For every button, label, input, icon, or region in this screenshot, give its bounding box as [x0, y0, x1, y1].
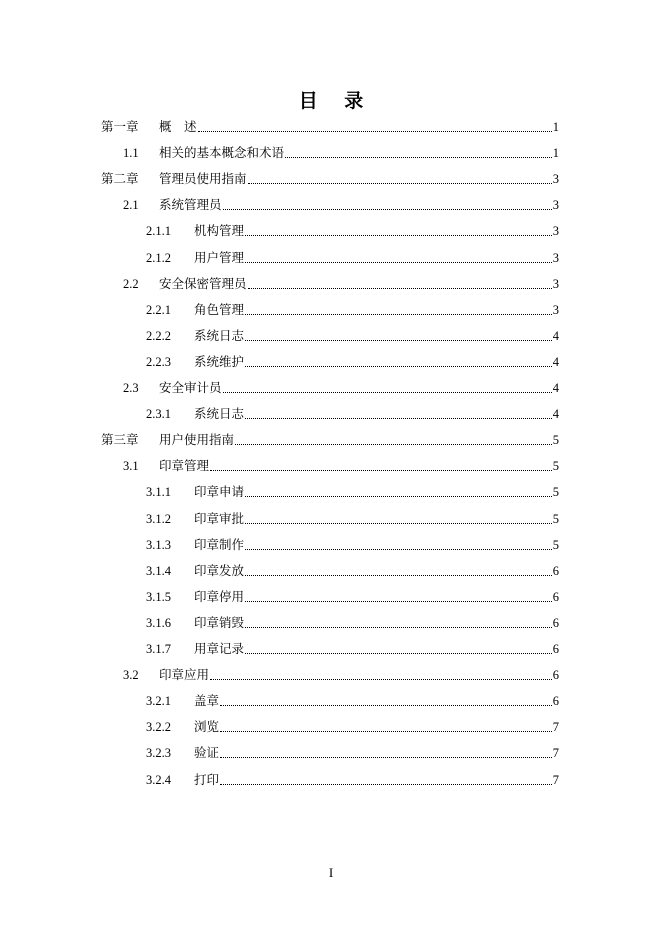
toc-entry-number: 3.1.4	[146, 563, 171, 578]
toc-entry-number: 第二章	[101, 171, 139, 187]
dot-leader	[245, 495, 552, 497]
dot-leader	[248, 182, 552, 184]
toc-entry-page: 7	[552, 720, 559, 735]
toc-entry[interactable]	[101, 169, 559, 189]
toc-entry-number: 3.2.3	[146, 746, 171, 761]
toc-entry[interactable]	[146, 326, 559, 346]
toc-entry-page: 3	[552, 276, 559, 291]
toc-entry-page: 6	[552, 642, 559, 656]
toc-entry-number: 2.3.1	[146, 407, 171, 422]
dot-leader	[245, 261, 552, 263]
dot-leader	[210, 678, 552, 680]
toc-entry-number: 第一章	[101, 119, 139, 134]
toc-entry-number: 3.1.5	[146, 589, 171, 604]
toc-entry-number: 3.2.2	[146, 720, 171, 735]
toc-entry-title: 系统日志	[194, 327, 245, 343]
dot-leader	[223, 391, 552, 393]
toc-entry-page: 6	[552, 589, 559, 604]
toc-entry[interactable]	[146, 300, 559, 320]
toc-entry-title: 角色管理	[194, 301, 245, 317]
toc-entry-page: 4	[552, 328, 559, 343]
toc-entry-page: 6	[552, 563, 559, 578]
dot-leader	[248, 287, 552, 289]
toc-entry-title: 安全保密管理员	[159, 275, 247, 291]
toc-entry-number: 3.1.1	[146, 485, 171, 500]
toc-entry-page: 3	[552, 224, 559, 239]
dot-leader	[220, 730, 552, 732]
toc-entry-title: 用户管理	[194, 249, 245, 265]
toc-entry-title: 印章管理	[159, 458, 210, 474]
toc-entry-number: 2.2.1	[146, 302, 171, 317]
dot-leader	[245, 600, 552, 602]
toc-entry[interactable]	[146, 743, 559, 763]
toc-entry-page: 7	[552, 772, 559, 787]
toc-entry[interactable]	[146, 482, 559, 502]
dot-leader	[245, 234, 552, 236]
dot-leader	[210, 469, 552, 471]
toc-entry-number: 3.1.6	[146, 615, 171, 630]
toc-entry-title: 用户使用指南	[159, 432, 235, 448]
toc-entry-page: 4	[552, 381, 559, 395]
toc-entry-title: 概 述	[159, 119, 197, 134]
toc-entry-title: 盖章	[194, 693, 220, 709]
toc-entry[interactable]	[146, 561, 559, 581]
toc-entry-page: 5	[552, 433, 559, 448]
toc-entry-number: 3.1	[123, 459, 139, 474]
toc-entry-number: 第三章	[101, 432, 139, 448]
toc-entry-title: 系统维护	[194, 353, 245, 369]
toc-entry-title: 印章制作	[194, 536, 245, 552]
toc-entry-number: 2.3	[123, 381, 139, 395]
toc-entry[interactable]	[123, 195, 559, 215]
toc-entry-title: 验证	[194, 745, 220, 761]
toc-entry-page: 6	[552, 694, 559, 709]
toc-entry-title: 印章应用	[159, 667, 210, 683]
toc-entry-title: 印章审批	[194, 510, 245, 526]
toc-entry-title: 安全审计员	[159, 380, 222, 395]
toc-entry-title: 印章申请	[194, 484, 245, 500]
toc-entry-title: 机构管理	[194, 223, 245, 239]
toc-entry-page: 7	[552, 746, 559, 761]
toc-entry[interactable]	[146, 221, 559, 241]
dot-leader	[245, 574, 552, 576]
toc-entry-number: 2.2.3	[146, 354, 171, 369]
toc-entry[interactable]	[146, 404, 559, 424]
toc-entry[interactable]	[101, 117, 559, 137]
dot-leader	[220, 756, 552, 758]
toc-entry[interactable]	[146, 509, 559, 529]
toc-entry-number: 3.1.2	[146, 511, 171, 526]
toc-entry[interactable]	[146, 587, 559, 607]
toc-entry-page: 4	[552, 407, 559, 422]
toc-entry-page: 4	[552, 354, 559, 369]
toc-entry[interactable]	[123, 143, 559, 163]
toc-entry-number: 3.1.3	[146, 537, 171, 552]
dot-leader	[245, 339, 552, 341]
toc-entry-title: 打印	[194, 771, 220, 787]
dot-leader	[285, 156, 552, 158]
toc-entry[interactable]	[146, 352, 559, 372]
toc-entry[interactable]	[146, 770, 559, 790]
toc-entry[interactable]	[123, 274, 559, 294]
dot-leader	[245, 313, 552, 315]
toc-entry-number: 1.1	[123, 146, 139, 161]
dot-leader	[245, 548, 552, 550]
toc-entry[interactable]	[146, 535, 559, 555]
toc-entry-title: 管理员使用指南	[159, 171, 247, 187]
toc-entry[interactable]	[146, 691, 559, 711]
toc-entry[interactable]	[146, 613, 559, 633]
toc-entry-page: 5	[552, 459, 559, 474]
toc-entry-title: 浏览	[194, 719, 220, 735]
dot-leader	[235, 443, 552, 445]
toc-entry[interactable]	[146, 717, 559, 737]
toc-entry-title: 系统日志	[194, 406, 245, 422]
toc-entry-page: 3	[552, 198, 559, 213]
toc-entry-page: 1	[552, 146, 559, 161]
toc-entry-number: 3.2.4	[146, 772, 171, 787]
toc-entry[interactable]	[123, 665, 559, 685]
dot-leader	[245, 522, 552, 524]
toc-entry-number: 3.1.7	[146, 642, 171, 656]
toc-entry[interactable]	[146, 248, 559, 268]
toc-entry-title: 印章发放	[194, 562, 245, 578]
page-number: I	[328, 865, 334, 880]
toc-entry-title: 系统管理员	[159, 197, 222, 213]
toc-entry[interactable]	[146, 639, 559, 659]
dot-leader	[220, 783, 552, 785]
toc-entry-page: 6	[552, 615, 559, 630]
toc-entry-page: 3	[552, 172, 559, 187]
toc-entry-page: 6	[552, 668, 559, 683]
toc-entry-number: 2.2.2	[146, 328, 171, 343]
toc-entry-title: 用章记录	[194, 641, 245, 656]
toc-entry-page: 1	[552, 120, 559, 134]
toc-title: 目 录	[298, 90, 374, 112]
toc-entry-number: 2.1	[123, 198, 139, 213]
toc-entry-number: 3.2	[123, 668, 139, 683]
dot-leader	[245, 626, 552, 628]
dot-leader	[245, 365, 552, 367]
toc-entry-page: 5	[552, 511, 559, 526]
toc-entry-number: 2.1.2	[146, 250, 171, 265]
toc-entry-page: 5	[552, 485, 559, 500]
toc-entry-number: 3.2.1	[146, 694, 171, 709]
dot-leader	[245, 417, 552, 419]
toc-entry[interactable]	[123, 456, 559, 476]
toc-entry[interactable]	[101, 430, 559, 450]
toc-entry-title: 印章销毁	[194, 614, 245, 630]
dot-leader	[220, 704, 552, 706]
toc-entry-number: 2.1.1	[146, 224, 171, 239]
toc-entry-page: 3	[552, 250, 559, 265]
toc-entry-number: 2.2	[123, 276, 139, 291]
toc-entry-title: 相关的基本概念和术语	[159, 145, 285, 161]
toc-entry-page: 5	[552, 537, 559, 552]
toc-entry-page: 3	[552, 302, 559, 317]
dot-leader	[198, 130, 552, 132]
toc-entry[interactable]	[123, 378, 559, 398]
dot-leader	[223, 208, 552, 210]
dot-leader	[245, 652, 552, 654]
toc-entry-title: 印章停用	[194, 588, 245, 604]
